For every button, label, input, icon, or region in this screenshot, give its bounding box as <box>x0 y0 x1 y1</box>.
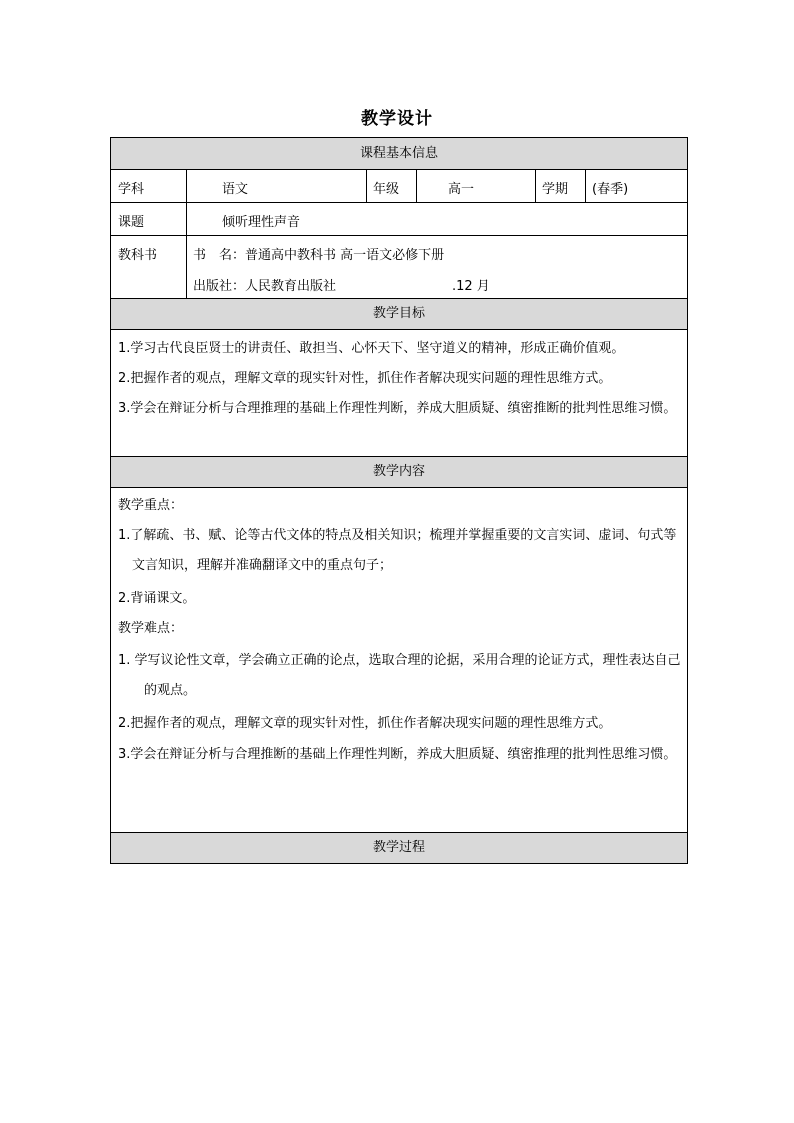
grade-label: 年级 <box>373 182 400 197</box>
term-value: (春季) <box>592 182 629 197</box>
column-divider <box>416 170 417 202</box>
column-divider <box>366 170 367 202</box>
objective-item: 1.学习古代良臣贤士的讲责任、敢担当、心怀天下、坚守道义的精神，形成正确价值观。 <box>118 341 625 356</box>
textbook-publish-date: .12 月 <box>452 279 490 294</box>
key-point-item: 1.了解疏、书、赋、论等古代文体的特点及相关知识；梳理并掌握重要的文言实词、虚词、句式等文言知识，理解并准确翻译文中的重点句子； <box>118 528 677 573</box>
term-label: 学期 <box>542 182 569 197</box>
subject-label: 学科 <box>118 182 145 197</box>
difficult-point-item: 3.学会在辩证分析与合理推断的基础上作理性判断，养成大胆质疑、缜密推理的批判性思维习惯。 <box>118 747 677 762</box>
document-title: 教学设计 <box>361 109 433 129</box>
column-divider <box>186 170 187 298</box>
key-points-label: 教学重点： <box>118 498 184 513</box>
subject-value: 语文 <box>222 182 249 197</box>
lesson-plan-table <box>110 137 688 864</box>
lesson-label: 课题 <box>118 215 145 230</box>
row-divider <box>111 202 687 203</box>
objective-item: 3.学会在辩证分析与合理推理的基础上作理性判断，养成大胆质疑、缜密推断的批判性思维习惯。 <box>118 401 677 416</box>
textbook-book-line: 书 名：普通高中教科书 高一语文必修下册 <box>193 248 445 263</box>
objective-item: 2.把握作者的观点，理解文章的现实针对性，抓住作者解决现实问题的理性思维方式。 <box>118 371 612 386</box>
difficult-point-item: 2.把握作者的观点，理解文章的现实针对性，抓住作者解决现实问题的理性思维方式。 <box>118 716 612 731</box>
content-header: 教学内容 <box>111 456 687 488</box>
grade-value: 高一 <box>448 182 475 197</box>
column-divider <box>535 170 536 202</box>
textbook-publisher-line: 出版社：人民教育出版社 <box>193 279 337 294</box>
lesson-value: 倾听理性声音 <box>222 215 301 230</box>
process-header: 教学过程 <box>111 832 687 863</box>
basic-info-header: 课程基本信息 <box>111 138 687 170</box>
column-divider <box>585 170 586 202</box>
row-divider <box>111 235 687 236</box>
key-point-item: 2.背诵课文。 <box>118 591 196 606</box>
objectives-header: 教学目标 <box>111 298 687 330</box>
difficult-point-item: 1. 学写议论性文章，学会确立正确的论点，选取合理的论据，采用合理的论证方式，理性表达自己的观点。 <box>118 653 681 698</box>
difficult-points-label: 教学难点： <box>118 621 184 636</box>
textbook-label: 教科书 <box>118 248 158 263</box>
